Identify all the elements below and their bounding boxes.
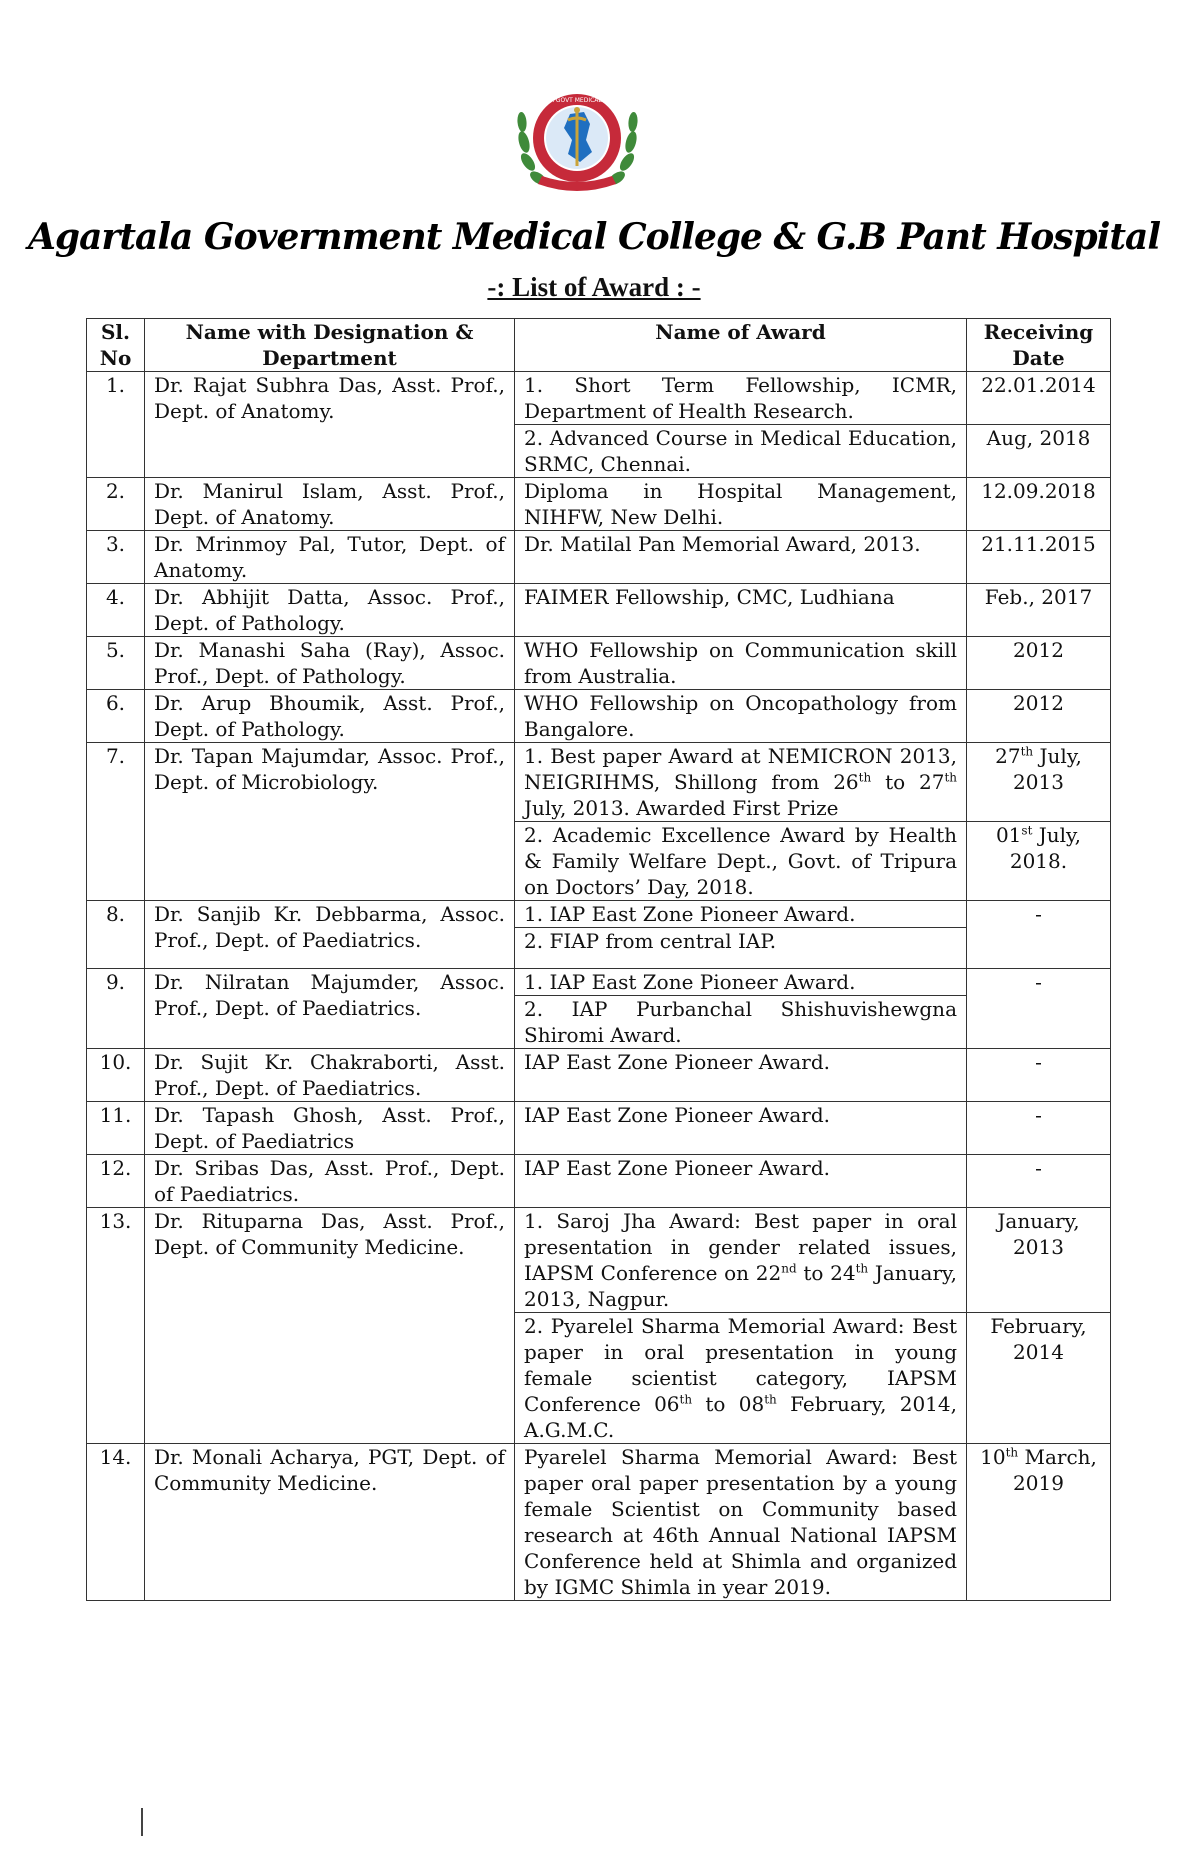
header-name: Name with Designation & Department — [145, 319, 515, 372]
cell-name: Dr. Arup Bhoumik, Asst. Prof., Dept. of Pathology. — [145, 690, 515, 743]
table-row — [87, 1208, 1111, 1313]
table-row — [87, 1155, 1111, 1208]
cell-name: Dr. Sujit Kr. Chakraborti, Asst. Prof., Dept. of Paediatrics. — [145, 1049, 515, 1102]
margin-mark — [141, 1808, 143, 1836]
cell-name: Dr. Manirul Islam, Asst. Prof., Dept. of Anatomy. — [145, 478, 515, 531]
cell-award: WHO Fellowship on Oncopathology from Bangalore. — [515, 690, 967, 743]
cell-sl: 1. — [87, 372, 145, 478]
table-row — [87, 969, 1111, 996]
cell-date: - — [967, 1155, 1111, 1208]
cell-award: Dr. Matilal Pan Memorial Award, 2013. — [515, 531, 967, 584]
cell-date: 2012 — [967, 690, 1111, 743]
table-row — [87, 637, 1111, 690]
cell-date: 10th March, 2019 — [967, 1444, 1111, 1601]
header-sl: Sl. No — [87, 319, 145, 372]
award-table — [86, 318, 1111, 1601]
cell-award: FAIMER Fellowship, CMC, Ludhiana — [515, 584, 967, 637]
cell-award: IAP East Zone Pioneer Award. — [515, 1049, 967, 1102]
cell-name: Dr. Sanjib Kr. Debbarma, Assoc. Prof., Dept. of Paediatrics. — [145, 901, 515, 969]
cell-date: 12.09.2018 — [967, 478, 1111, 531]
cell-date: Aug, 2018 — [967, 425, 1111, 478]
page-subtitle: -: List of Award : - — [487, 272, 701, 302]
cell-award: 2. FIAP from central IAP. — [515, 928, 967, 969]
cell-name: Dr. Nilratan Majumder, Assoc. Prof., Dept. of Paediatrics. — [145, 969, 515, 1049]
cell-sl: 10. — [87, 1049, 145, 1102]
cell-date: - — [967, 901, 1111, 969]
cell-date: - — [967, 969, 1111, 1049]
cell-sl: 4. — [87, 584, 145, 637]
cell-date: 01st July, 2018. — [967, 822, 1111, 901]
cell-date: Feb., 2017 — [967, 584, 1111, 637]
table-row — [87, 1049, 1111, 1102]
page-title: Agartala Government Medical College & G.B Pant Hospital — [27, 216, 1161, 258]
cell-award: 1. Best paper Award at NEMICRON 2013, NEIGRIHMS, Shillong from 26th to 27th July, 2013. Awarded First Prize — [515, 743, 967, 822]
cell-sl: 7. — [87, 743, 145, 901]
cell-date: 21.11.2015 — [967, 531, 1111, 584]
cell-name: Dr. Abhijit Datta, Assoc. Prof., Dept. of Pathology. — [145, 584, 515, 637]
table-row — [87, 1102, 1111, 1155]
cell-date: 27th July, 2013 — [967, 743, 1111, 822]
college-logo — [510, 80, 645, 200]
cell-name: Dr. Tapan Majumdar, Assoc. Prof., Dept. of Microbiology. — [145, 743, 515, 901]
cell-date: January, 2013 — [967, 1208, 1111, 1313]
cell-sl: 6. — [87, 690, 145, 743]
cell-sl: 9. — [87, 969, 145, 1049]
cell-date: 22.01.2014 — [967, 372, 1111, 425]
cell-name: Dr. Tapash Ghosh, Asst. Prof., Dept. of Paediatrics — [145, 1102, 515, 1155]
cell-name: Dr. Mrinmoy Pal, Tutor, Dept. of Anatomy. — [145, 531, 515, 584]
cell-sl: 8. — [87, 901, 145, 969]
table-row — [87, 743, 1111, 822]
cell-sl: 3. — [87, 531, 145, 584]
cell-date: 2012 — [967, 637, 1111, 690]
cell-date: - — [967, 1049, 1111, 1102]
cell-award: 1. Saroj Jha Award: Best paper in oral presentation in gender related issues, IAPSM Conference on 22nd to 24th January, 2013, Nagpur. — [515, 1208, 967, 1313]
logo-text: AGARTALA GOVT MEDICAL COLLEGE — [522, 97, 632, 104]
table-row — [87, 372, 1111, 425]
table-row — [87, 690, 1111, 743]
cell-award: WHO Fellowship on Communication skill from Australia. — [515, 637, 967, 690]
cell-award: IAP East Zone Pioneer Award. — [515, 1102, 967, 1155]
cell-award: 1. IAP East Zone Pioneer Award. — [515, 969, 967, 996]
cell-date: February, 2014 — [967, 1313, 1111, 1444]
cell-award: 2. Academic Excellence Award by Health & Family Welfare Dept., Govt. of Tripura on Doctors’ Day, 2018. — [515, 822, 967, 901]
cell-name: Dr. Manashi Saha (Ray), Assoc. Prof., Dept. of Pathology. — [145, 637, 515, 690]
cell-award: Pyarelel Sharma Memorial Award: Best paper oral paper presentation by a young female Scientist on Community based research at 46th Annual National IAPSM Conference held at Shimla and organized by IGMC Shimla in year 2019. — [515, 1444, 967, 1601]
cell-award: Diploma in Hospital Management, NIHFW, New Delhi. — [515, 478, 967, 531]
cell-sl: 11. — [87, 1102, 145, 1155]
cell-name: Dr. Sribas Das, Asst. Prof., Dept. of Paediatrics. — [145, 1155, 515, 1208]
table-row — [87, 478, 1111, 531]
cell-award: 2. Pyarelel Sharma Memorial Award: Best paper in oral presentation in young female scientist category, IAPSM Conference 06th to 08th February, 2014, A.G.M.C. — [515, 1313, 967, 1444]
cell-sl: 12. — [87, 1155, 145, 1208]
cell-award: IAP East Zone Pioneer Award. — [515, 1155, 967, 1208]
cell-award: 2. IAP Purbanchal Shishuvishewgna Shiromi Award. — [515, 996, 967, 1049]
cell-sl: 13. — [87, 1208, 145, 1444]
table-row — [87, 531, 1111, 584]
cell-award: 2. Advanced Course in Medical Education, SRMC, Chennai. — [515, 425, 967, 478]
cell-award: 1. Short Term Fellowship, ICMR, Department of Health Research. — [515, 372, 967, 425]
cell-date: - — [967, 1102, 1111, 1155]
cell-sl: 2. — [87, 478, 145, 531]
cell-sl: 5. — [87, 637, 145, 690]
cell-sl: 14. — [87, 1444, 145, 1601]
cell-name: Dr. Monali Acharya, PGT, Dept. of Community Medicine. — [145, 1444, 515, 1601]
cell-name: Dr. Rajat Subhra Das, Asst. Prof., Dept. of Anatomy. — [145, 372, 515, 478]
table-row — [87, 1444, 1111, 1601]
cell-award: 1. IAP East Zone Pioneer Award. — [515, 901, 967, 928]
table-row — [87, 584, 1111, 637]
table-row — [87, 901, 1111, 928]
header-award: Name of Award — [515, 319, 967, 372]
cell-name: Dr. Rituparna Das, Asst. Prof., Dept. of Community Medicine. — [145, 1208, 515, 1444]
table-header-row — [87, 319, 1111, 372]
header-date: Receiving Date — [967, 319, 1111, 372]
